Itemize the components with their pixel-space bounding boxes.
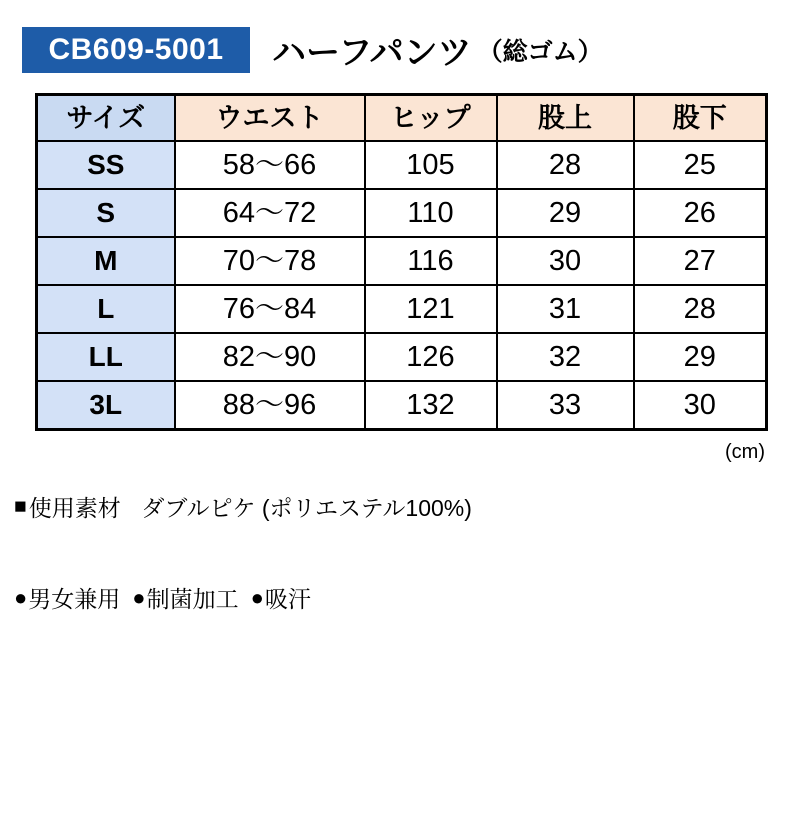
size-cell: M [37, 237, 175, 285]
square-bullet-icon: ■ [14, 494, 27, 518]
inseam-cell: 27 [634, 237, 767, 285]
product-header [22, 25, 800, 74]
size-cell: SS [37, 141, 175, 189]
feature-label: 吸汗 [264, 586, 311, 612]
rise-cell: 31 [497, 285, 634, 333]
product-subtitle: （総ゴム） [477, 37, 603, 66]
circle-bullet-icon: ● [132, 584, 146, 610]
size-cell: LL [37, 333, 175, 381]
inseam-cell: 25 [634, 141, 767, 189]
inseam-cell: 28 [634, 285, 767, 333]
material-note [14, 490, 800, 523]
column-header-waist: ウエスト [175, 95, 365, 142]
waist-cell: 64～72 [175, 189, 365, 237]
hip-cell: 121 [365, 285, 497, 333]
inseam-cell: 30 [634, 381, 767, 430]
features-note [14, 581, 800, 614]
table-row [37, 237, 767, 285]
inseam-cell: 29 [634, 333, 767, 381]
rise-cell: 32 [497, 333, 634, 381]
product-code-badge: CB609-5001 [22, 27, 250, 73]
hip-cell: 132 [365, 381, 497, 430]
size-cell: 3L [37, 381, 175, 430]
table-row [37, 141, 767, 189]
waist-cell: 70～78 [175, 237, 365, 285]
unit-note: (cm) [725, 441, 765, 463]
circle-bullet-icon: ● [250, 584, 264, 610]
material-label: 使用素材 [28, 495, 121, 521]
table-row [37, 285, 767, 333]
column-header-hip: ヒップ [365, 95, 497, 142]
hip-cell: 116 [365, 237, 497, 285]
hip-cell: 110 [365, 189, 497, 237]
rise-cell: 30 [497, 237, 634, 285]
size-cell: S [37, 189, 175, 237]
feature-label: 制菌加工 [146, 586, 239, 612]
circle-bullet-icon: ● [14, 584, 28, 610]
feature-item [251, 581, 311, 614]
table-row [37, 333, 767, 381]
rise-cell: 28 [497, 141, 634, 189]
rise-cell: 33 [497, 381, 634, 430]
hip-cell: 126 [365, 333, 497, 381]
hip-cell: 105 [365, 141, 497, 189]
inseam-cell: 26 [634, 189, 767, 237]
table-row [37, 381, 767, 430]
waist-cell: 76～84 [175, 285, 365, 333]
column-header-size: サイズ [37, 95, 175, 142]
feature-item [132, 581, 238, 614]
feature-item [14, 581, 120, 614]
size-cell: L [37, 285, 175, 333]
table-header-row [37, 95, 767, 142]
feature-label: 男女兼用 [28, 586, 121, 612]
waist-cell: 58～66 [175, 141, 365, 189]
material-value: ダブルピケ (ポリエステル100%) [141, 495, 472, 521]
product-title: ハーフパンツ [272, 34, 472, 72]
size-chart-table [35, 93, 768, 431]
waist-cell: 82～90 [175, 333, 365, 381]
table-row [37, 189, 767, 237]
column-header-rise: 股上 [497, 95, 634, 142]
waist-cell: 88～96 [175, 381, 365, 430]
rise-cell: 29 [497, 189, 634, 237]
column-header-inseam: 股下 [634, 95, 767, 142]
